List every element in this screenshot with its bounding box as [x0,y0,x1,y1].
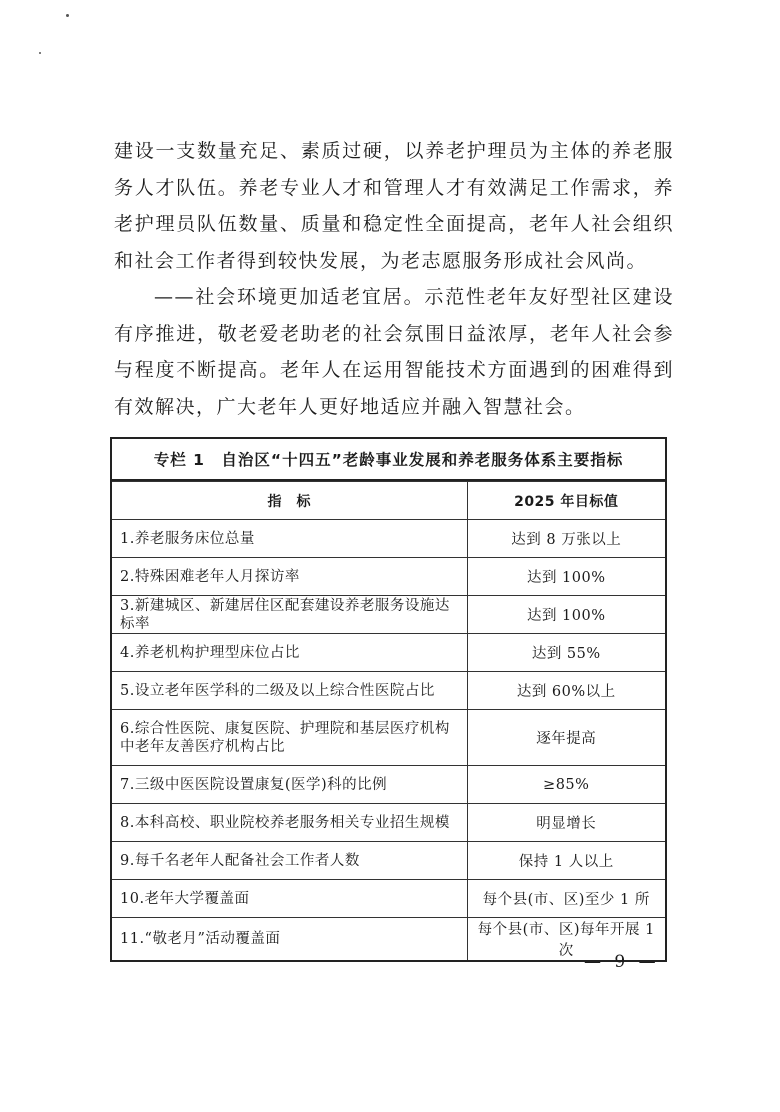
indicator-cell: 2.特殊困难老年人月探访率 [112,558,467,596]
paragraph-1: 建设一支数量充足、素质过硬，以养老护理员为主体的养老服务人才队伍。养老专业人才和管理人才有效满足工作需求，养老护理员队伍数量、质量和稳定性全面提高，老年人社会组织和社会工作者得到较快发展，为老志愿服务形成社会风尚。 [114,140,674,272]
table-row [112,520,665,558]
scan-speck [39,52,41,54]
body-text [114,133,674,425]
indicator-cell: 7.三级中医医院设置康复(医学)科的比例 [112,766,467,804]
target-cell: 达到 100% [467,596,665,634]
target-cell: 达到 100% [467,558,665,596]
indicator-cell: 6.综合性医院、康复医院、护理院和基层医疗机构中老年友善医疗机构占比 [112,710,467,766]
target-cell: 明显增长 [467,804,665,842]
target-cell: 逐年提高 [467,710,665,766]
page-number: — 9 — [584,952,660,972]
table-row [112,634,665,672]
indicator-cell: 1.养老服务床位总量 [112,520,467,558]
indicator-cell: 5.设立老年医学科的二级及以上综合性医院占比 [112,672,467,710]
target-cell: ≥85% [467,766,665,804]
indicator-cell: 4.养老机构护理型床位占比 [112,634,467,672]
table-row [112,596,665,634]
indicator-cell: 11.“敬老月”活动覆盖面 [112,918,467,961]
header-indicator: 指 标 [112,482,467,520]
table-row [112,842,665,880]
indicator-cell: 10.老年大学覆盖面 [112,880,467,918]
table-row [112,918,665,961]
target-cell: 达到 55% [467,634,665,672]
table-row [112,804,665,842]
target-cell: 每个县(市、区)每年开展 1 次 [467,918,665,961]
indicator-cell: 3.新建城区、新建居住区配套建设养老服务设施达标率 [112,596,467,634]
table-caption: 专栏 1 自治区“十四五”老龄事业发展和养老服务体系主要指标 [112,439,665,481]
table-row [112,710,665,766]
table-row [112,672,665,710]
table-row [112,558,665,596]
indicator-cell: 9.每千名老年人配备社会工作者人数 [112,842,467,880]
table-row [112,880,665,918]
indicator-cell: 8.本科高校、职业院校养老服务相关专业招生规模 [112,804,467,842]
scan-speck [66,14,69,17]
indicator-table [110,437,667,962]
target-cell: 每个县(市、区)至少 1 所 [467,880,665,918]
paragraph-2: ——社会环境更加适老宜居。示范性老年友好型社区建设有序推进，敬老爱老助老的社会氛围日益浓厚，老年人社会参与程度不断提高。老年人在运用智能技术方面遇到的困难得到有效解决，广大老年人更好地适应并融入智慧社会。 [114,286,674,418]
target-cell: 达到 8 万张以上 [467,520,665,558]
header-target: 2025 年目标值 [467,482,665,520]
table-row [112,766,665,804]
target-cell: 达到 60%以上 [467,672,665,710]
target-cell: 保持 1 人以上 [467,842,665,880]
